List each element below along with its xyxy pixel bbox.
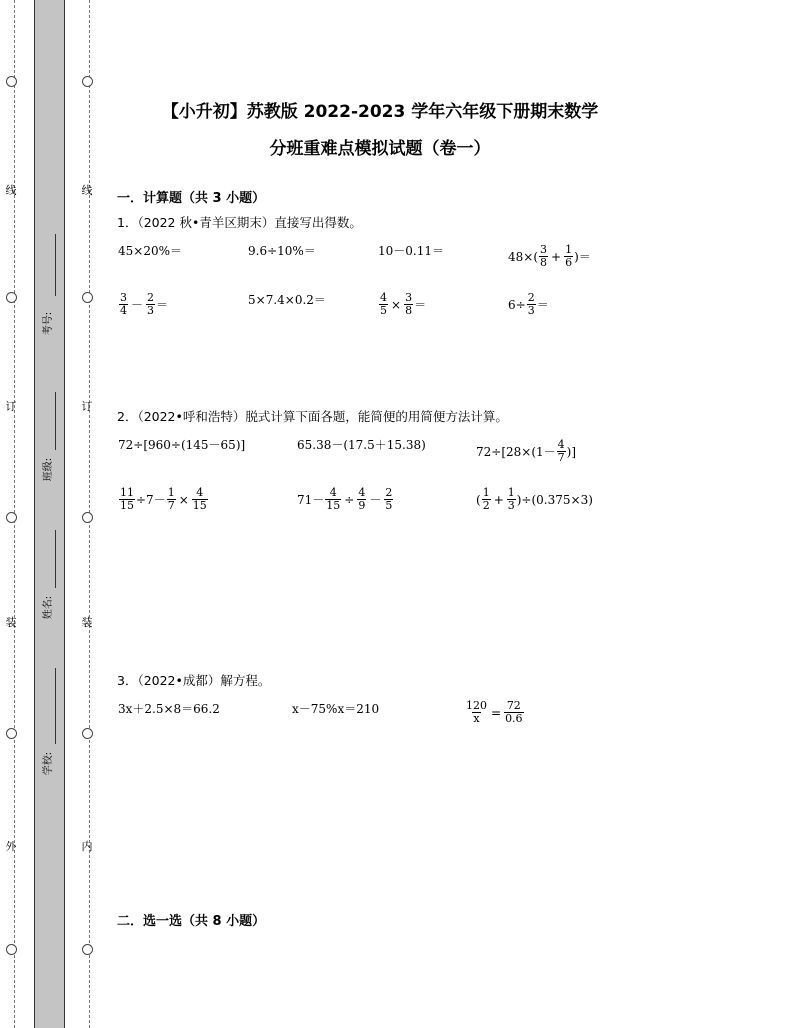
expr-text: )＝	[574, 250, 591, 264]
fraction-numerator: 1	[507, 486, 515, 499]
school-label: 学校:	[43, 751, 55, 776]
operator: +	[493, 492, 504, 507]
fraction	[192, 487, 208, 512]
expr-text: (	[476, 492, 481, 507]
punch-hole	[82, 944, 93, 955]
punch-hole	[82, 292, 93, 303]
fraction-numerator: 3	[540, 243, 548, 256]
fraction	[564, 244, 573, 269]
class-label: 班级:	[43, 457, 55, 482]
q2-expression-2: 65.38－(17.5＋15.38)	[297, 438, 426, 452]
fraction-denominator: 8	[405, 304, 413, 317]
punch-hole	[6, 944, 17, 955]
fraction	[507, 487, 516, 512]
class-field[interactable]	[55, 392, 56, 450]
fraction-denominator: 3	[507, 499, 515, 512]
q2-expression-1: 72÷[960÷(145－65)]	[118, 438, 246, 452]
operator: ×	[178, 492, 189, 507]
fraction	[482, 487, 491, 512]
fraction-denominator: 6	[565, 256, 573, 269]
fraction	[119, 292, 128, 317]
fraction-denominator: 7	[167, 499, 175, 512]
fraction-numerator: 4	[358, 486, 366, 499]
punch-hole	[6, 728, 17, 739]
operator: ×	[391, 297, 402, 312]
fraction-denominator: 4	[120, 304, 127, 317]
q1-expression-7	[378, 292, 426, 317]
fraction-denominator: 8	[540, 256, 548, 269]
fraction	[119, 487, 135, 512]
margin-char-xian: 线	[81, 184, 93, 197]
punch-hole	[82, 512, 93, 523]
operator: =	[491, 705, 502, 720]
fraction-denominator: 2	[482, 499, 490, 512]
fraction-numerator: 3	[120, 291, 127, 304]
margin-char-zhuang: 装	[81, 616, 93, 629]
page-title-line1: 【小升初】苏教版 2022-2023 学年六年级下册期末数学	[161, 102, 599, 122]
fraction	[539, 244, 548, 269]
fraction	[465, 700, 488, 725]
question-1-text: 1．（2022 秋•青羊区期末）直接写出得数。	[117, 215, 362, 230]
fraction-numerator: 11	[120, 486, 134, 499]
q1-expression-3: 10－0.11＝	[378, 244, 444, 258]
fraction-numerator: 72	[506, 699, 521, 712]
fraction-numerator: 1	[565, 243, 573, 256]
fraction	[404, 292, 413, 317]
fraction-numerator: 4	[380, 291, 387, 304]
fraction-numerator: 2	[147, 291, 155, 304]
fraction-denominator: 3	[147, 304, 155, 317]
q2-expression-6	[476, 487, 593, 512]
expr-text: ＝	[156, 298, 169, 312]
q3-equation-3	[464, 700, 525, 725]
name-field[interactable]	[55, 530, 56, 588]
section-heading-calculation: 一．计算题（共 3 小题）	[117, 191, 266, 206]
margin-char-ding: 订	[5, 400, 17, 413]
q1-expression-1: 45×20%＝	[118, 244, 182, 258]
fraction	[384, 487, 393, 512]
fraction-numerator: 120	[466, 699, 487, 712]
fraction-denominator: 0.6	[505, 712, 523, 725]
fraction	[325, 487, 341, 512]
page-title-line2: 分班重难点模拟试题（卷一）	[269, 139, 491, 159]
expr-text: )]	[566, 444, 577, 459]
margin-char-zhuang: 装	[5, 616, 17, 629]
name-label: 姓名:	[43, 595, 55, 620]
fraction-denominator: 3	[527, 304, 535, 317]
fraction-numerator: 4	[557, 438, 565, 451]
expr-text: ＝	[414, 298, 427, 312]
fraction-denominator: 5	[385, 499, 393, 512]
punch-hole	[6, 292, 17, 303]
q1-expression-6: 5×7.4×0.2＝	[248, 293, 326, 307]
fraction-numerator: 1	[482, 486, 490, 499]
expr-text: ＝	[536, 298, 549, 312]
school-field[interactable]	[55, 668, 56, 744]
punch-hole	[6, 512, 17, 523]
fraction-numerator: 1	[167, 486, 175, 499]
expr-text: 48×(	[508, 249, 539, 264]
operator: +	[551, 249, 562, 264]
margin-char-xian: 线	[5, 184, 17, 197]
fraction	[357, 487, 366, 512]
expr-text: 72÷[28×(1－	[476, 445, 556, 459]
q1-expression-5	[118, 292, 168, 317]
expr-text: )÷(0.375×3)	[516, 492, 593, 507]
expr-text: ÷7－	[136, 493, 166, 507]
fraction-denominator: 15	[120, 499, 134, 512]
fraction-denominator: 5	[380, 304, 387, 317]
operator: －	[131, 298, 144, 312]
fraction-denominator: 7	[557, 451, 565, 464]
fraction	[527, 292, 536, 317]
fraction-numerator: 2	[527, 291, 535, 304]
q1-expression-8	[508, 292, 549, 317]
margin-char-wai: 外	[5, 840, 17, 853]
binding-band	[34, 0, 65, 1028]
fraction-numerator: 3	[405, 291, 413, 304]
exam-number-field[interactable]	[55, 234, 56, 296]
q2-expression-4	[118, 487, 209, 512]
fraction-numerator: 4	[329, 486, 337, 499]
fraction-denominator: x	[473, 712, 480, 725]
q3-equation-1: 3x＋2.5×8＝66.2	[118, 702, 220, 716]
fraction-denominator: 15	[326, 499, 341, 512]
punch-hole	[82, 76, 93, 87]
margin-char-nei: 内	[81, 840, 93, 853]
expr-text: 71－	[297, 493, 325, 507]
fraction-denominator: 9	[358, 499, 366, 512]
fraction	[557, 439, 566, 464]
margin-char-ding: 订	[81, 400, 93, 413]
punch-hole	[82, 728, 93, 739]
q2-expression-5	[297, 487, 394, 512]
section-heading-choice: 二．选一选（共 8 小题）	[117, 914, 266, 929]
fraction-numerator: 2	[385, 486, 393, 499]
punch-hole	[6, 76, 17, 87]
operator: －	[369, 493, 382, 507]
q1-expression-2: 9.6÷10%＝	[248, 244, 316, 258]
exam-number-label: 考号:	[43, 311, 55, 336]
fraction	[504, 700, 524, 725]
question-3-text: 3．（2022•成都）解方程。	[117, 673, 271, 688]
fraction	[379, 292, 388, 317]
fraction-numerator: 4	[196, 486, 204, 499]
question-2-text: 2．（2022•呼和浩特）脱式计算下面各题，能简便的用简便方法计算。	[117, 409, 508, 424]
fraction	[167, 487, 176, 512]
fraction-denominator: 15	[192, 499, 207, 512]
q2-expression-3	[476, 439, 576, 464]
operator: ÷	[344, 492, 355, 507]
q1-expression-4	[508, 244, 591, 269]
expr-text: 6÷	[508, 297, 526, 312]
q3-equation-2: x－75%x＝210	[292, 702, 380, 716]
fraction	[146, 292, 155, 317]
